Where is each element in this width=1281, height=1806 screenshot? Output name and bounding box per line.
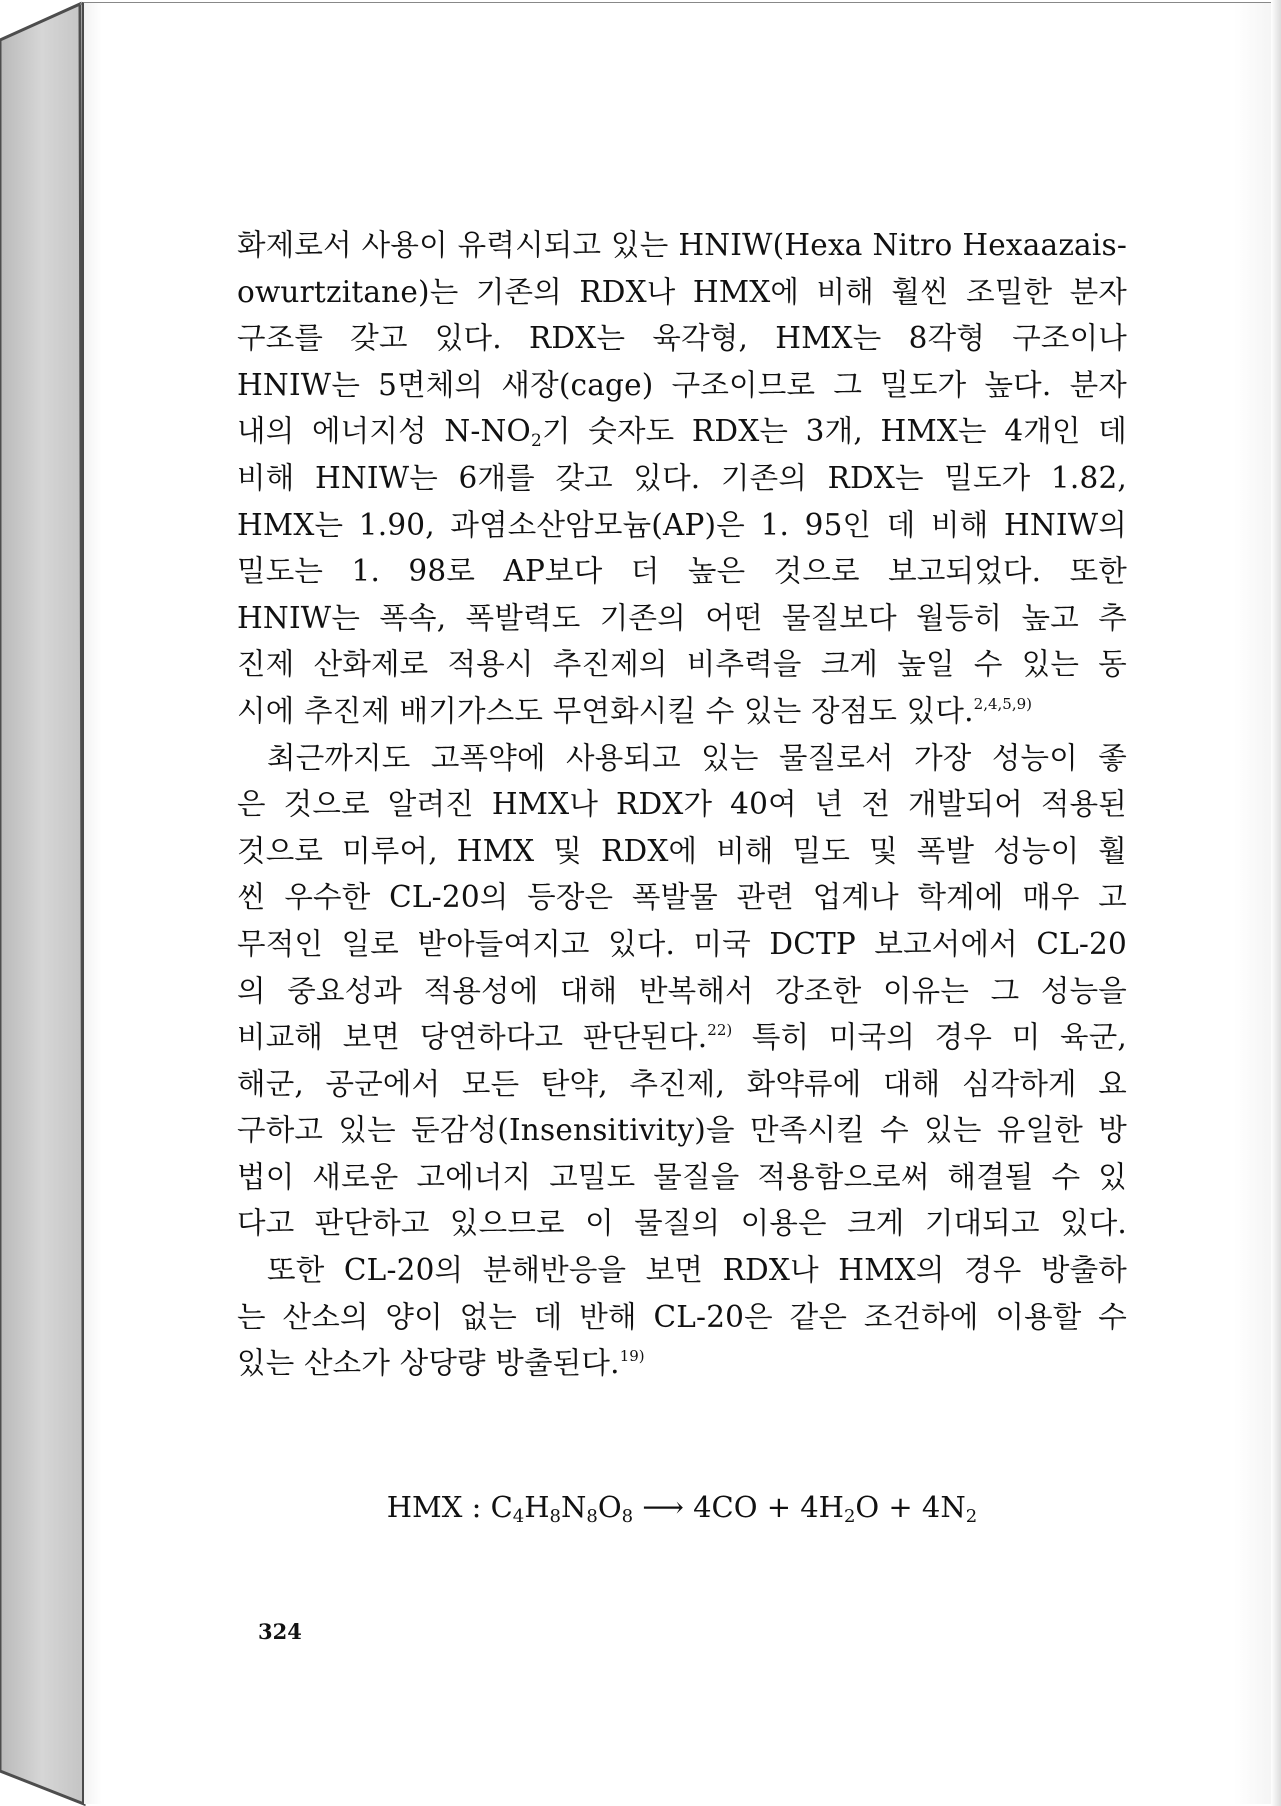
text-line: 다고 판단하고 있으므로 이 물질의 이용은 크게 기대되고 있다. (237, 1206, 1127, 1241)
reference-marker: 19) (619, 1347, 645, 1366)
text-line: 는 산소의 양이 없는 데 반해 CL-20은 같은 조건하에 이용할 수 (237, 1299, 1127, 1334)
text-line: 또한 CL-20의 분해반응을 보면 RDX나 HMX의 경우 방출하 (267, 1253, 1127, 1288)
text-segment: 특히 미국의 경우 미 육군, (751, 1020, 1128, 1055)
text-line: HMX는 1.90, 과염소산암모늄(AP)은 1. 95인 데 비해 HNIW의 (237, 507, 1127, 542)
text-line: 진제 산화제로 적용시 추진제의 비추력을 크게 높일 수 있는 동 (237, 647, 1127, 682)
text-line: 구조를 갖고 있다. RDX는 육각형, HMX는 8각형 구조이나 (237, 321, 1127, 356)
text-segment: 내의 에너지성 N-NO (237, 414, 531, 449)
subscript: 8 (621, 1506, 634, 1527)
text-line: 밀도는 1. 98로 AP보다 더 높은 것으로 보고되었다. 또한 (237, 554, 1127, 589)
page-number: 324 (258, 1619, 302, 1644)
chemical-equation (237, 1490, 1127, 1527)
subscript: 8 (549, 1506, 561, 1527)
equation-part: 4CO + 4H (693, 1490, 844, 1524)
text-line (237, 688, 1127, 735)
text-segment: 비교해 보면 당연하다고 판단된다. (237, 1020, 708, 1055)
text-line: HNIW는 폭속, 폭발력도 기존의 어떤 물질보다 월등히 높고 추 (237, 600, 1127, 635)
reference-marker: 2,4,5,9) (973, 694, 1032, 713)
text-line: 구하고 있는 둔감성(Insensitivity)을 만족시킬 수 있는 유일한 방 (237, 1113, 1127, 1148)
text-line: 비해 HNIW는 6개를 갖고 있다. 기존의 RDX는 밀도가 1.82, (237, 460, 1127, 495)
page-right-edge (1271, 0, 1281, 1806)
subscript: 4 (512, 1506, 525, 1527)
equation-part: N (561, 1490, 587, 1524)
equation-part: H (524, 1490, 550, 1524)
text-line: owurtzitane)는 기존의 RDX나 HMX에 비해 훨씬 조밀한 분자 (237, 274, 1127, 309)
equation-part: HMX : C (386, 1490, 513, 1524)
equation-part: O (597, 1490, 622, 1524)
text-line: 화제로서 사용이 유력시되고 있는 HNIW(Hexa Nitro Hexaazais- (237, 228, 1127, 262)
text-line: 씬 우수한 CL-20의 등장은 폭발물 관련 업계나 학계에 매우 고 (237, 880, 1127, 915)
text-line: HNIW는 5면체의 새장(cage) 구조이므로 그 밀도가 높다. 분자 (237, 367, 1127, 402)
subscript: 2 (843, 1506, 856, 1527)
text-segment: 있는 산소가 상당량 방출된다. (237, 1346, 620, 1381)
text-line: 은 것으로 알려진 HMX나 RDX가 40여 년 전 개발되어 적용된 (237, 787, 1127, 822)
equation-part: O + 4N (855, 1490, 966, 1524)
text-line: 의 중요성과 적용성에 대해 반복해서 강조한 이유는 그 성능을 (237, 973, 1127, 1008)
text-line: 무적인 일로 받아들여지고 있다. 미국 DCTP 보고서에서 CL-20 (237, 926, 1127, 961)
text-line: 것으로 미루어, HMX 및 RDX에 비해 밀도 및 폭발 성능이 훨 (237, 833, 1127, 868)
text-line: 최근까지도 고폭약에 사용되고 있는 물질로서 가장 성능이 좋 (267, 740, 1127, 775)
text-line (237, 1340, 1127, 1387)
text-line (237, 408, 1127, 455)
reference-marker: 22) (707, 1021, 733, 1040)
body-text (237, 222, 1127, 1387)
reaction-arrow: ⟶ (642, 1490, 684, 1524)
text-segment: 시에 추진제 배기가스도 무연화시킬 수 있는 장점도 있다. (237, 693, 974, 728)
subscript: 2 (965, 1506, 978, 1527)
text-line: 해군, 공군에서 모든 탄약, 추진제, 화약류에 대해 심각하게 요 (237, 1066, 1127, 1101)
text-segment: 기 숫자도 RDX는 3개, HMX는 4개인 데 (541, 414, 1127, 449)
text-line: 법이 새로운 고에너지 고밀도 물질을 적용함으로써 해결될 수 있 (237, 1159, 1127, 1194)
subscript: 8 (586, 1506, 598, 1527)
subscript: 2 (530, 431, 542, 452)
text-line (237, 1014, 1127, 1061)
